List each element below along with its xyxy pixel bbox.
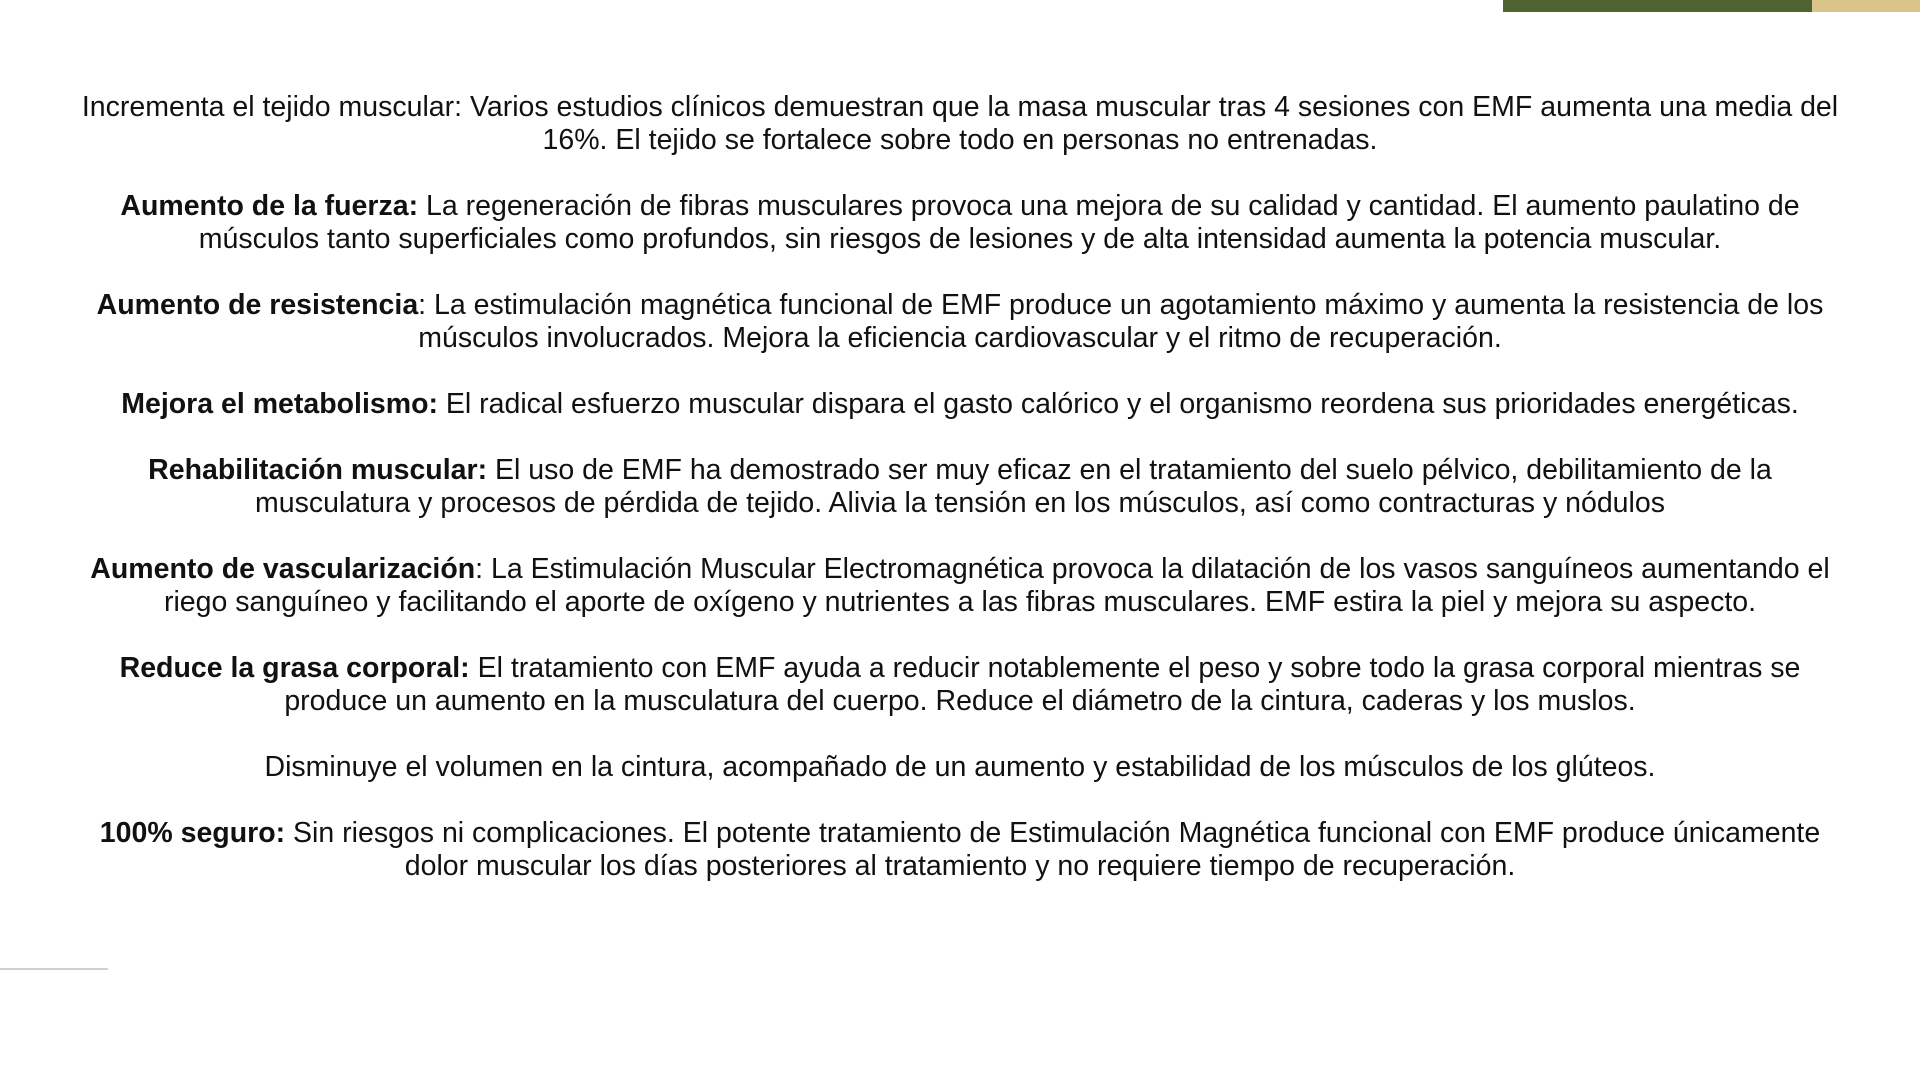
paragraph-text: : La estimulación magnética funcional de EMF produce un agotamiento máximo y aumenta la resistencia de los músculos involucrados. Mejora la eficiencia cardiovascular y el ritmo de recuperación. <box>418 289 1824 354</box>
paragraph-text: Sin riesgos ni complicaciones. El potente tratamiento de Estimulación Magnética funcional con EMF produce únicamente dolor muscular los días posteriores al tratamiento y no requiere tiempo de recuperación. <box>285 817 1821 882</box>
paragraph-text: El radical esfuerzo muscular dispara el gasto calórico y el organismo reordena sus prioridades energéticas. <box>437 388 1799 420</box>
paragraph-strength <box>80 190 1840 256</box>
paragraph-text: El tratamiento con EMF ayuda a reducir notablemente el peso y sobre todo la grasa corporal mientras se produce un aumento en la musculatura del cuerpo. Reduce el diámetro de la cintura, caderas y los muslos. <box>284 652 1801 717</box>
paragraph-heading: Reduce la grasa corporal: <box>119 652 470 684</box>
paragraph-heading: Rehabilitación muscular: <box>148 454 488 486</box>
paragraph-text: Incrementa el tejido muscular: Varios estudios clínicos demuestran que la masa muscular tras 4 sesiones con EMF aumenta una media del 16%. El tejido se fortalece sobre todo en personas no entrenadas. <box>81 91 1839 156</box>
paragraph-heading: Aumento de vascularización <box>90 553 476 585</box>
paragraph-safety <box>80 817 1840 883</box>
paragraph-rehabilitation <box>80 454 1840 520</box>
paragraph-text: : La Estimulación Muscular Electromagnética provoca la dilatación de los vasos sanguíneos aumentando el riego sanguíneo y facilitando el aporte de oxígeno y nutrientes a las fibras musculares. EMF estira la piel y mejora su aspecto. <box>163 553 1830 618</box>
paragraph-resistance <box>80 289 1840 355</box>
paragraph-waist-volume <box>80 751 1840 784</box>
paragraph-metabolism <box>80 388 1840 421</box>
paragraph-text: El uso de EMF ha demostrado ser muy eficaz en el tratamiento del suelo pélvico, debilitamiento de la musculatura y procesos de pérdida de tejido. Alivia la tensión en los músculos, así como contracturas y nódulos <box>255 454 1772 519</box>
paragraph-text: Disminuye el volumen en la cintura, acompañado de un aumento y estabilidad de los músculos de los glúteos. <box>264 751 1656 783</box>
paragraph-heading: Mejora el metabolismo: <box>121 388 438 420</box>
paragraph-heading: Aumento de la fuerza: <box>120 190 419 222</box>
paragraph-heading: Aumento de resistencia <box>96 289 419 321</box>
accent-bar-light <box>1812 0 1920 12</box>
paragraph-body-fat <box>80 652 1840 718</box>
paragraph-vascularization <box>80 553 1840 619</box>
benefits-text-block <box>80 91 1840 916</box>
paragraph-text: La regeneración de fibras musculares provoca una mejora de su calidad y cantidad. El aumento paulatino de músculos tanto superficiales como profundos, sin riesgos de lesiones y de alta intensidad aumenta la potencia muscular. <box>198 190 1800 255</box>
paragraph-muscle-tissue <box>80 91 1840 157</box>
paragraph-heading: 100% seguro: <box>99 817 286 849</box>
accent-bar-dark <box>1503 0 1812 12</box>
side-divider-line <box>0 968 108 970</box>
